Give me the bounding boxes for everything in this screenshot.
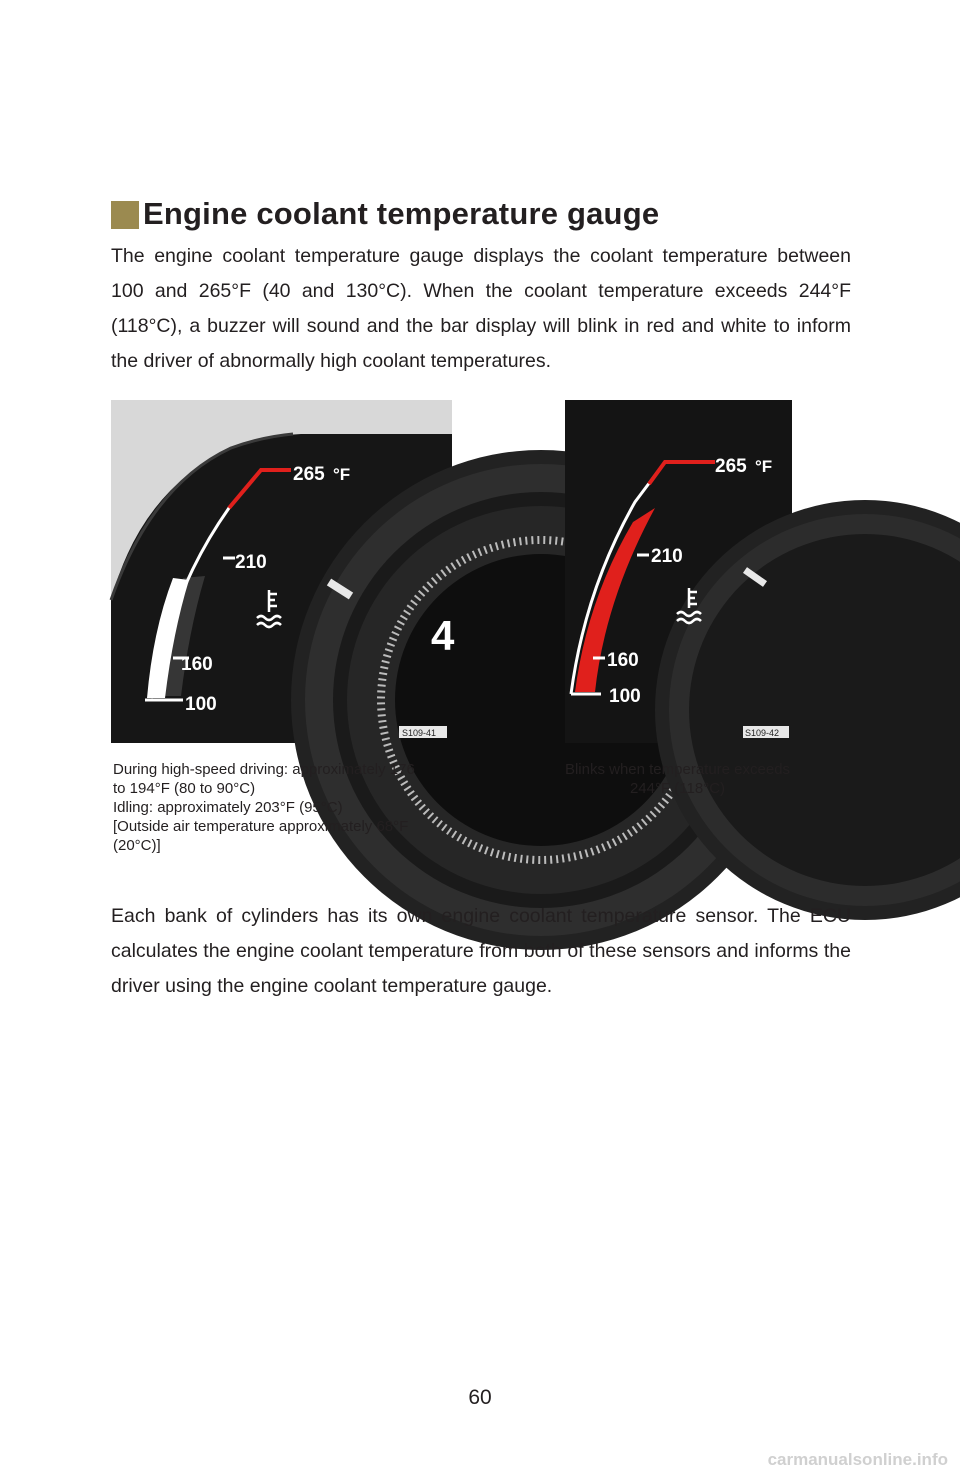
scale-mid-label: 210 [235,552,267,573]
square-bullet-icon [111,201,139,229]
intro-paragraph: The engine coolant temperature gauge displays the coolant temperature between 100 and 265°F (40 and 130°C). When the coolant temperature exceeds 244°F (118°C), a buzzer will sound and the bar display will blink in red and white to inform the driver of abnormally high coolant temperatures. [111,245,851,372]
scale-low-label: 160 [181,654,213,675]
caption-line: to 194°F (80 to 90°C) [113,780,256,797]
scale-min-label: 100 [185,694,217,715]
watermark: carmanualsonline.info [767,1450,948,1469]
page-number: 60 [468,1386,492,1409]
scale-low-label: 160 [607,650,639,671]
caption-warning [540,760,815,798]
caption-line: Idling: approximately 203°F (95°C) [113,799,343,816]
section-heading [111,192,659,236]
bottom-paragraph: Each bank of cylinders has its own engine coolant temperature sensor. The ECU calculates the engine coolant temperature from both of these sensors and informs the driver using the engine coolant temperature gauge. [111,905,851,997]
figure-code: S109-41 [402,728,437,738]
caption-line: 244°F (118°C) [629,780,726,797]
scale-mid-label: 210 [651,546,683,567]
scale-top-label: 265 [293,464,325,485]
figure-code: S109-42 [745,728,780,738]
caption-line: Blinks when temperature exceeds [564,761,791,778]
gauge-photo-normal [111,400,455,743]
caption-normal [113,760,458,855]
gauge-photo-warning [565,400,792,743]
scale-min-label: 100 [609,686,641,707]
gauge-illustration-warning [565,400,792,743]
scale-unit-label: °F [333,465,351,484]
caption-line: During high-speed driving: approximately 176 [113,761,415,778]
scale-top-label: 265 [715,456,747,477]
caption-line: [Outside air temperature approximately 68°F [113,818,409,835]
gauge-illustration-normal [111,400,455,743]
scale-unit-label: °F [755,457,773,476]
tach-digit: 4 [431,612,455,659]
heading-text: Engine coolant temperature gauge [143,196,660,231]
caption-line: (20°C)] [113,837,161,854]
